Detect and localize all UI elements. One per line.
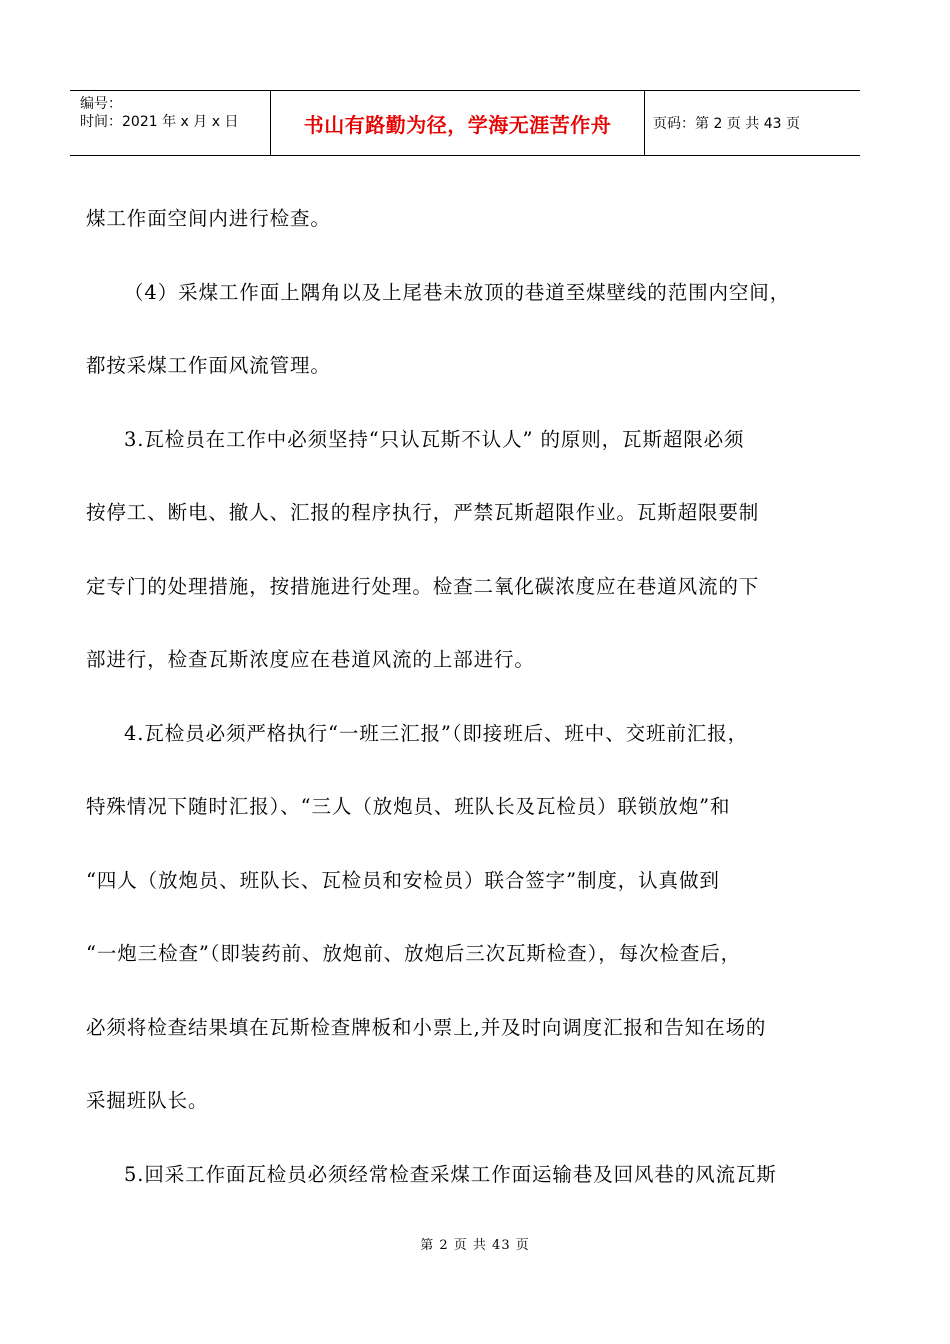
document-number-label: 编号： xyxy=(80,96,122,112)
body-line: （4）采煤工作面上隅角以及上尾巷未放顶的巷道至煤壁线的范围内空间， xyxy=(124,280,791,304)
body-line: 3.瓦检员在工作中必须坚持“只认瓦斯不认人” 的原则，瓦斯超限必须 xyxy=(124,427,745,451)
header-meta-cell xyxy=(70,91,271,155)
body-line: 都按采煤工作面风流管理。 xyxy=(86,354,331,377)
body-line: “四人（放炮员、班队长、瓦检员和安检员）联合签字”制度，认真做到 xyxy=(86,868,720,892)
header-page-cell xyxy=(645,91,860,155)
body-line: 定专门的处理措施，按措施进行处理。检查二氧化碳浓度应在巷道风流的下 xyxy=(86,574,760,598)
body-line: 部进行，检查瓦斯浓度应在巷道风流的上部进行。 xyxy=(86,648,535,671)
body-line: 采掘班队长。 xyxy=(86,1089,209,1112)
body-line: 按停工、断电、撤人、汇报的程序执行，严禁瓦斯超限作业。瓦斯超限要制 xyxy=(86,501,760,524)
body-line: 特殊情况下随时汇报）、“三人（放炮员、班队长及瓦检员）联锁放炮”和 xyxy=(86,795,731,818)
header-page-info: 页码：第 2 页 共 43 页 xyxy=(653,116,800,132)
document-time-label: 时间：2021 年 x 月 x 日 xyxy=(80,114,239,130)
document-header xyxy=(70,90,860,156)
page-footer xyxy=(0,1234,950,1253)
body-line: 必须将检查结果填在瓦斯检查牌板和小票上,并及时向调度汇报和告知在场的 xyxy=(86,1015,767,1039)
header-motto: 书山有路勤为径，学海无涯苦作舟 xyxy=(303,112,612,137)
document-body xyxy=(86,182,856,1211)
footer-page-number: 第 2 页 共 43 页 xyxy=(420,1238,530,1253)
body-line: 煤工作面空间内进行检查。 xyxy=(86,207,331,230)
header-motto-cell xyxy=(271,91,645,155)
body-line: 5.回采工作面瓦检员必须经常检查采煤工作面运输巷及回风巷的风流瓦斯 xyxy=(124,1162,777,1186)
body-line: “一炮三检查”（即装药前、放炮前、放炮后三次瓦斯检查），每次检查后， xyxy=(86,942,742,965)
body-line: 4.瓦检员必须严格执行“一班三汇报”（即接班后、班中、交班前汇报， xyxy=(124,721,748,745)
